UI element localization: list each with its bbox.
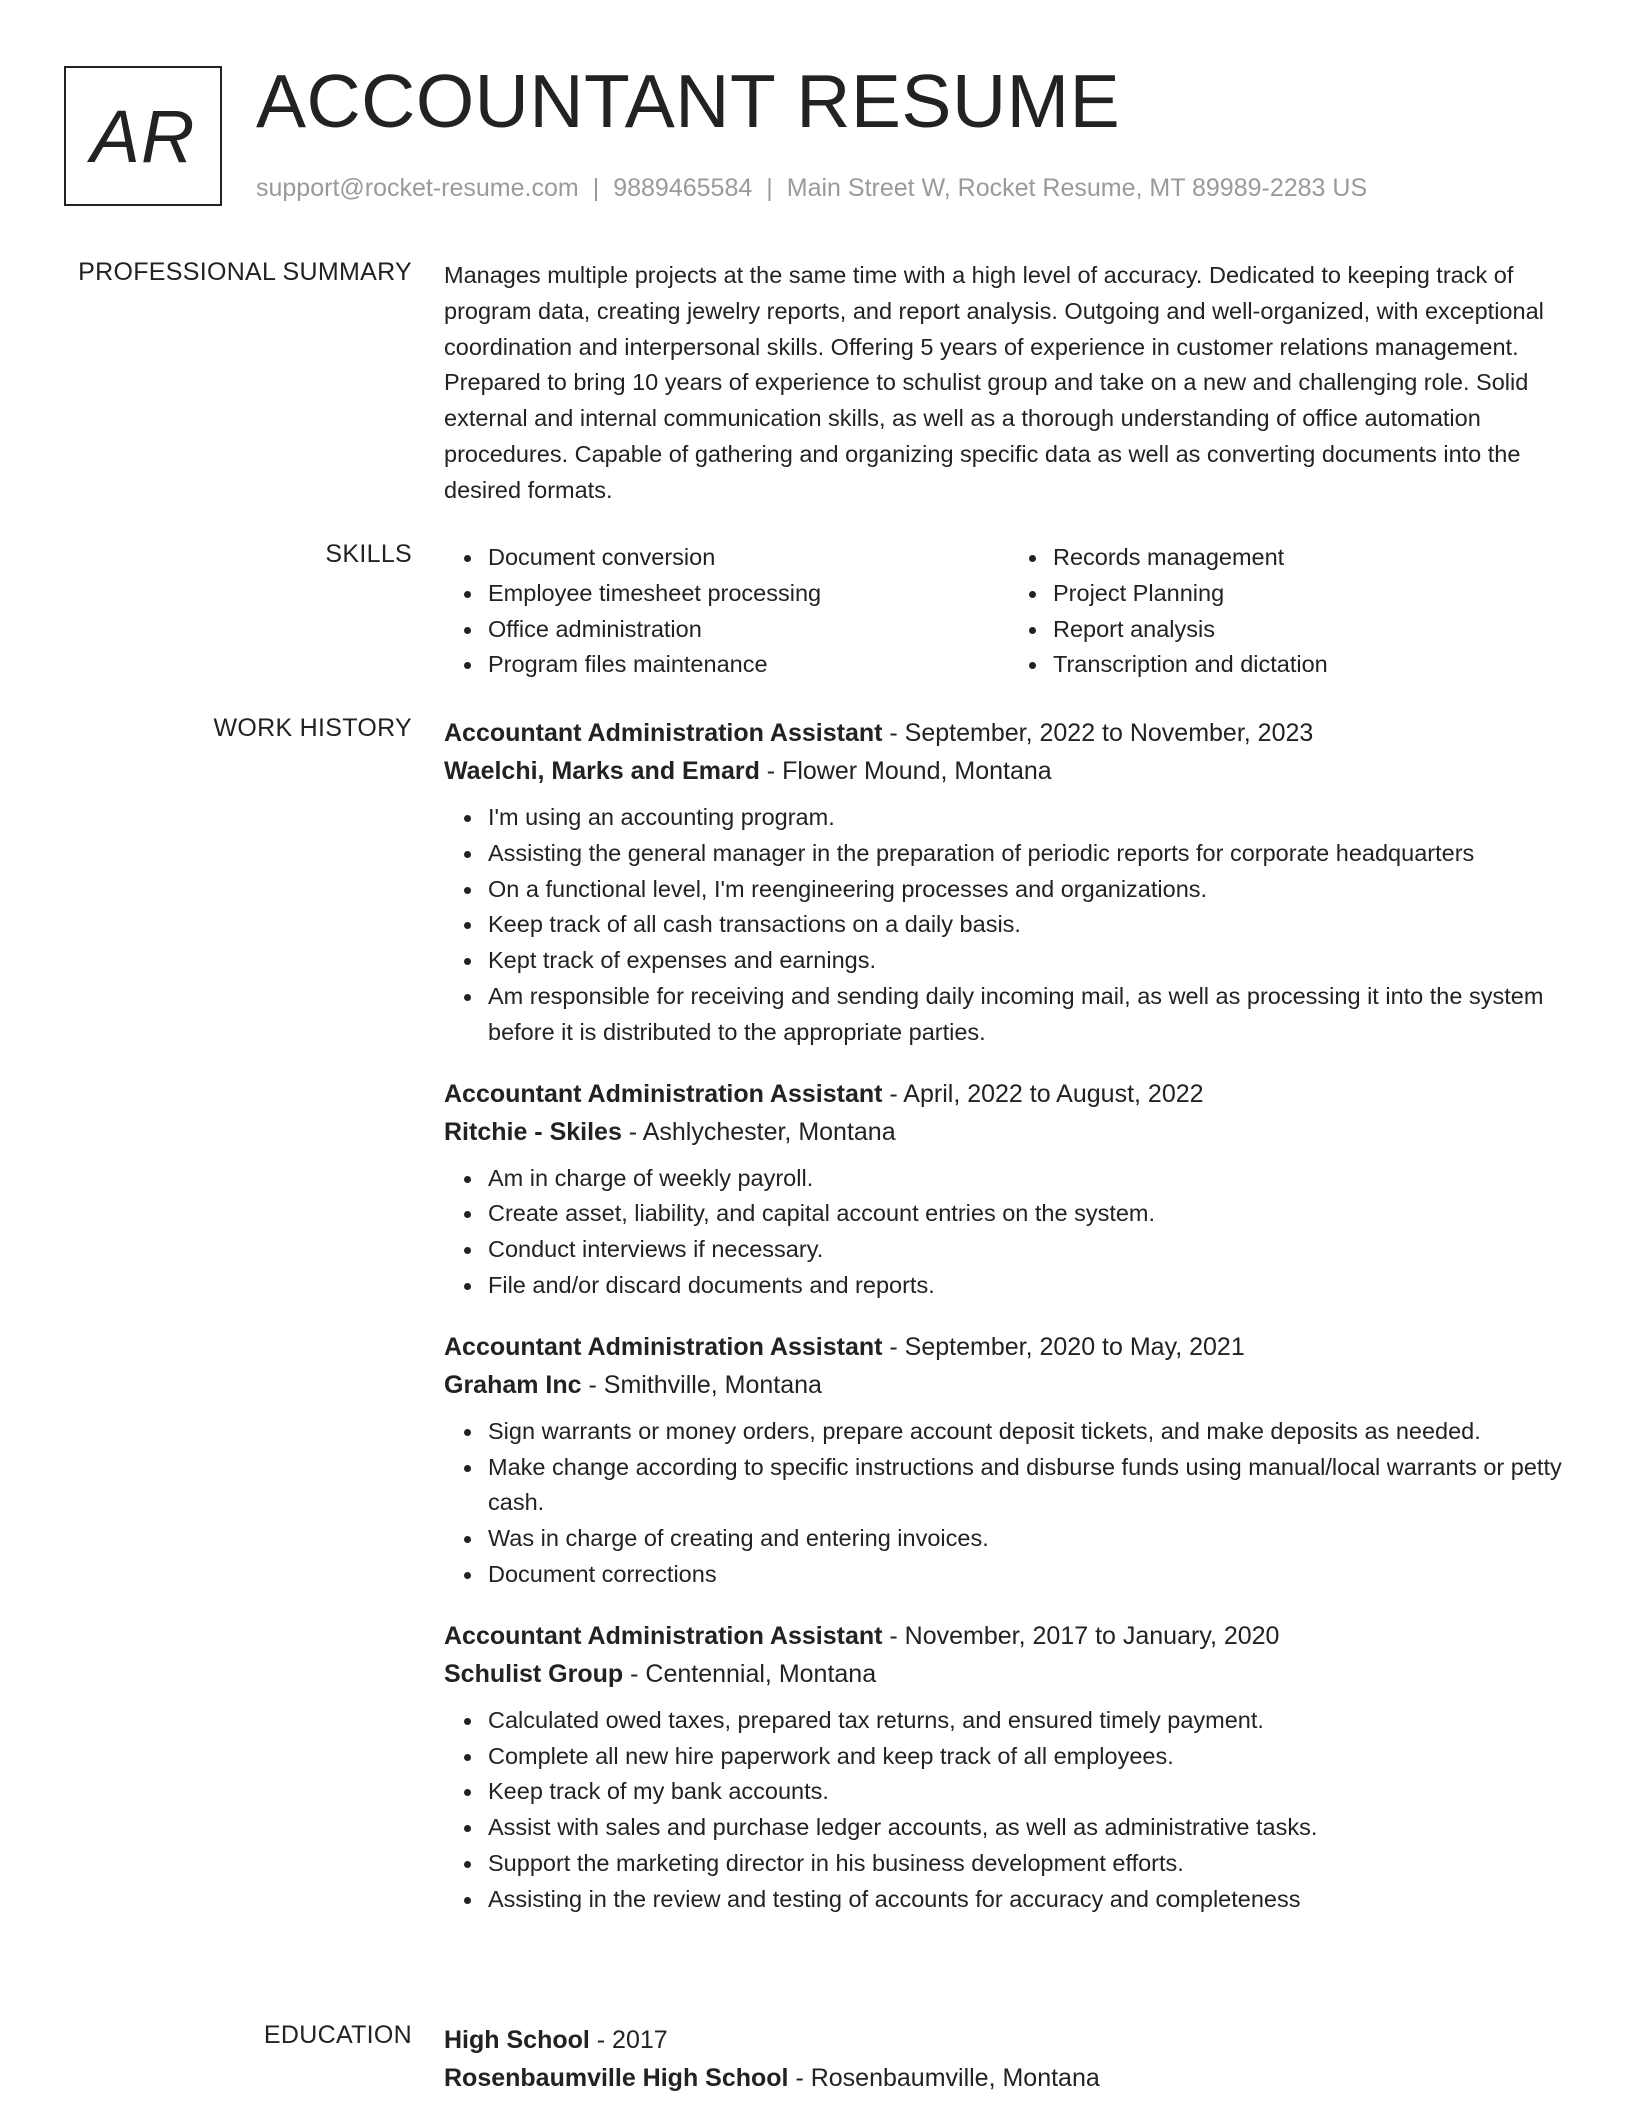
job-dates: - September, 2020 to May, 2021	[882, 1332, 1245, 1361]
job-company: Graham Inc	[444, 1370, 582, 1399]
job-duties-list	[444, 1414, 1574, 1593]
education-degree: High School	[444, 2026, 590, 2054]
contact-email: support@rocket-resume.com	[256, 174, 579, 202]
education-location: - Rosenbaumville, Montana	[788, 2064, 1100, 2092]
education-school-line	[444, 2059, 1574, 2097]
monogram-initials: AR	[90, 94, 196, 178]
skill-item: Report analysis	[1053, 612, 1574, 648]
job-company-line	[444, 1655, 1574, 1693]
job-company: Ritchie - Skiles	[444, 1117, 622, 1146]
job-duty: File and/or discard documents and reports.	[488, 1268, 1574, 1304]
job-title: Accountant Administration Assistant	[444, 1332, 883, 1361]
education-body	[444, 2021, 1574, 2097]
job-duty: Calculated owed taxes, prepared tax returns, and ensured timely payment.	[488, 1703, 1574, 1739]
job-duty: Am responsible for receiving and sending daily incoming mail, as well as processing it into the system before it is distributed to the appropriate parties.	[488, 979, 1574, 1051]
education-degree-line	[444, 2021, 1574, 2059]
summary-text: Manages multiple projects at the same time with a high level of accuracy. Dedicated to keeping track of program data, creating jewelry reports, and report analysis. Outgoing and well-organized, with exceptional coordination and interpersonal skills. Offering 5 years of experience in customer relations management. Prepared to bring 10 years of experience to schulist group and take on a new and challenging role. Solid external and internal communication skills, as well as a thorough understanding of office automation procedures. Capable of gathering and organizing specific data as well as converting documents into the desired formats.	[444, 262, 1544, 503]
job-duty: Kept track of expenses and earnings.	[488, 943, 1574, 979]
job-duty: Make change according to specific instructions and disburse funds using manual/local warrants or petty cash.	[488, 1450, 1574, 1522]
job-company-line	[444, 1366, 1574, 1404]
work-history-body	[444, 714, 1574, 1942]
job-entry	[444, 1075, 1574, 1304]
job-duty: Support the marketing director in his business development efforts.	[488, 1846, 1574, 1882]
contact-phone: 9889465584	[613, 174, 753, 202]
job-duties-list	[444, 1161, 1574, 1304]
skill-item: Office administration	[488, 612, 1009, 648]
skills-list-left	[444, 540, 1009, 683]
job-duty: Assisting the general manager in the preparation of periodic reports for corporate headquarters	[488, 836, 1574, 872]
skills-body	[444, 540, 1574, 683]
job-location: - Flower Mound, Montana	[759, 757, 1052, 785]
job-duty: Sign warrants or money orders, prepare account deposit tickets, and make deposits as needed.	[488, 1414, 1574, 1450]
education-year: - 2017	[589, 2026, 668, 2054]
job-entry	[444, 714, 1574, 1051]
job-company-line	[444, 752, 1574, 790]
skill-item: Document conversion	[488, 540, 1009, 576]
skill-item: Program files maintenance	[488, 647, 1009, 683]
job-company: Schulist Group	[444, 1659, 624, 1688]
job-location: - Smithville, Montana	[581, 1370, 822, 1399]
summary-body	[444, 258, 1574, 509]
job-company-line	[444, 1113, 1574, 1151]
section-label-work-history: WORK HISTORY	[213, 714, 412, 742]
job-title-line	[444, 714, 1574, 752]
contact-address: Main Street W, Rocket Resume, MT 89989-2283 US	[786, 174, 1368, 202]
job-entry	[444, 1617, 1574, 1918]
job-dates: - April, 2022 to August, 2022	[882, 1079, 1204, 1108]
skill-item: Records management	[1053, 540, 1574, 576]
skills-list-right	[1009, 540, 1574, 683]
contact-separator: |	[592, 174, 600, 202]
job-dates: - September, 2022 to November, 2023	[882, 719, 1314, 747]
job-title: Accountant Administration Assistant	[444, 1079, 883, 1108]
job-dates: - November, 2017 to January, 2020	[882, 1621, 1280, 1650]
job-duty: Am in charge of weekly payroll.	[488, 1161, 1574, 1197]
job-duty: I'm using an accounting program.	[488, 800, 1574, 836]
skill-item: Project Planning	[1053, 576, 1574, 612]
section-label-skills: SKILLS	[325, 540, 412, 568]
resume-header	[64, 59, 1564, 214]
job-title-line	[444, 1328, 1574, 1366]
job-duty: Keep track of all cash transactions on a daily basis.	[488, 907, 1574, 943]
job-duty: Assisting in the review and testing of accounts for accuracy and completeness	[488, 1882, 1574, 1918]
section-label-education: EDUCATION	[263, 2021, 412, 2049]
job-duty: On a functional level, I'm reengineering processes and organizations.	[488, 872, 1574, 908]
job-duty: Assist with sales and purchase ledger accounts, as well as administrative tasks.	[488, 1810, 1574, 1846]
job-title: Accountant Administration Assistant	[444, 719, 883, 747]
job-company: Waelchi, Marks and Emard	[444, 757, 760, 785]
job-title: Accountant Administration Assistant	[444, 1621, 883, 1650]
job-duties-list	[444, 800, 1574, 1051]
job-location: - Ashlychester, Montana	[621, 1117, 896, 1146]
job-duty: Was in charge of creating and entering invoices.	[488, 1521, 1574, 1557]
job-duty: Conduct interviews if necessary.	[488, 1232, 1574, 1268]
job-entry	[444, 1328, 1574, 1593]
job-location: - Centennial, Montana	[623, 1659, 877, 1688]
resume-title: ACCOUNTANT RESUME	[256, 59, 1121, 143]
job-duty: Keep track of my bank accounts.	[488, 1774, 1574, 1810]
job-title-line	[444, 1617, 1574, 1655]
job-duty: Create asset, liability, and capital account entries on the system.	[488, 1196, 1574, 1232]
job-duties-list	[444, 1703, 1574, 1918]
skill-item: Employee timesheet processing	[488, 576, 1009, 612]
skill-item: Transcription and dictation	[1053, 647, 1574, 683]
section-label-summary: PROFESSIONAL SUMMARY	[78, 258, 412, 286]
job-duty: Document corrections	[488, 1557, 1574, 1593]
job-duty: Complete all new hire paperwork and keep track of all employees.	[488, 1739, 1574, 1775]
contact-line	[256, 174, 1367, 203]
monogram-box	[64, 66, 222, 206]
job-title-line	[444, 1075, 1574, 1113]
education-school: Rosenbaumville High School	[444, 2064, 789, 2092]
contact-separator: |	[766, 174, 773, 202]
